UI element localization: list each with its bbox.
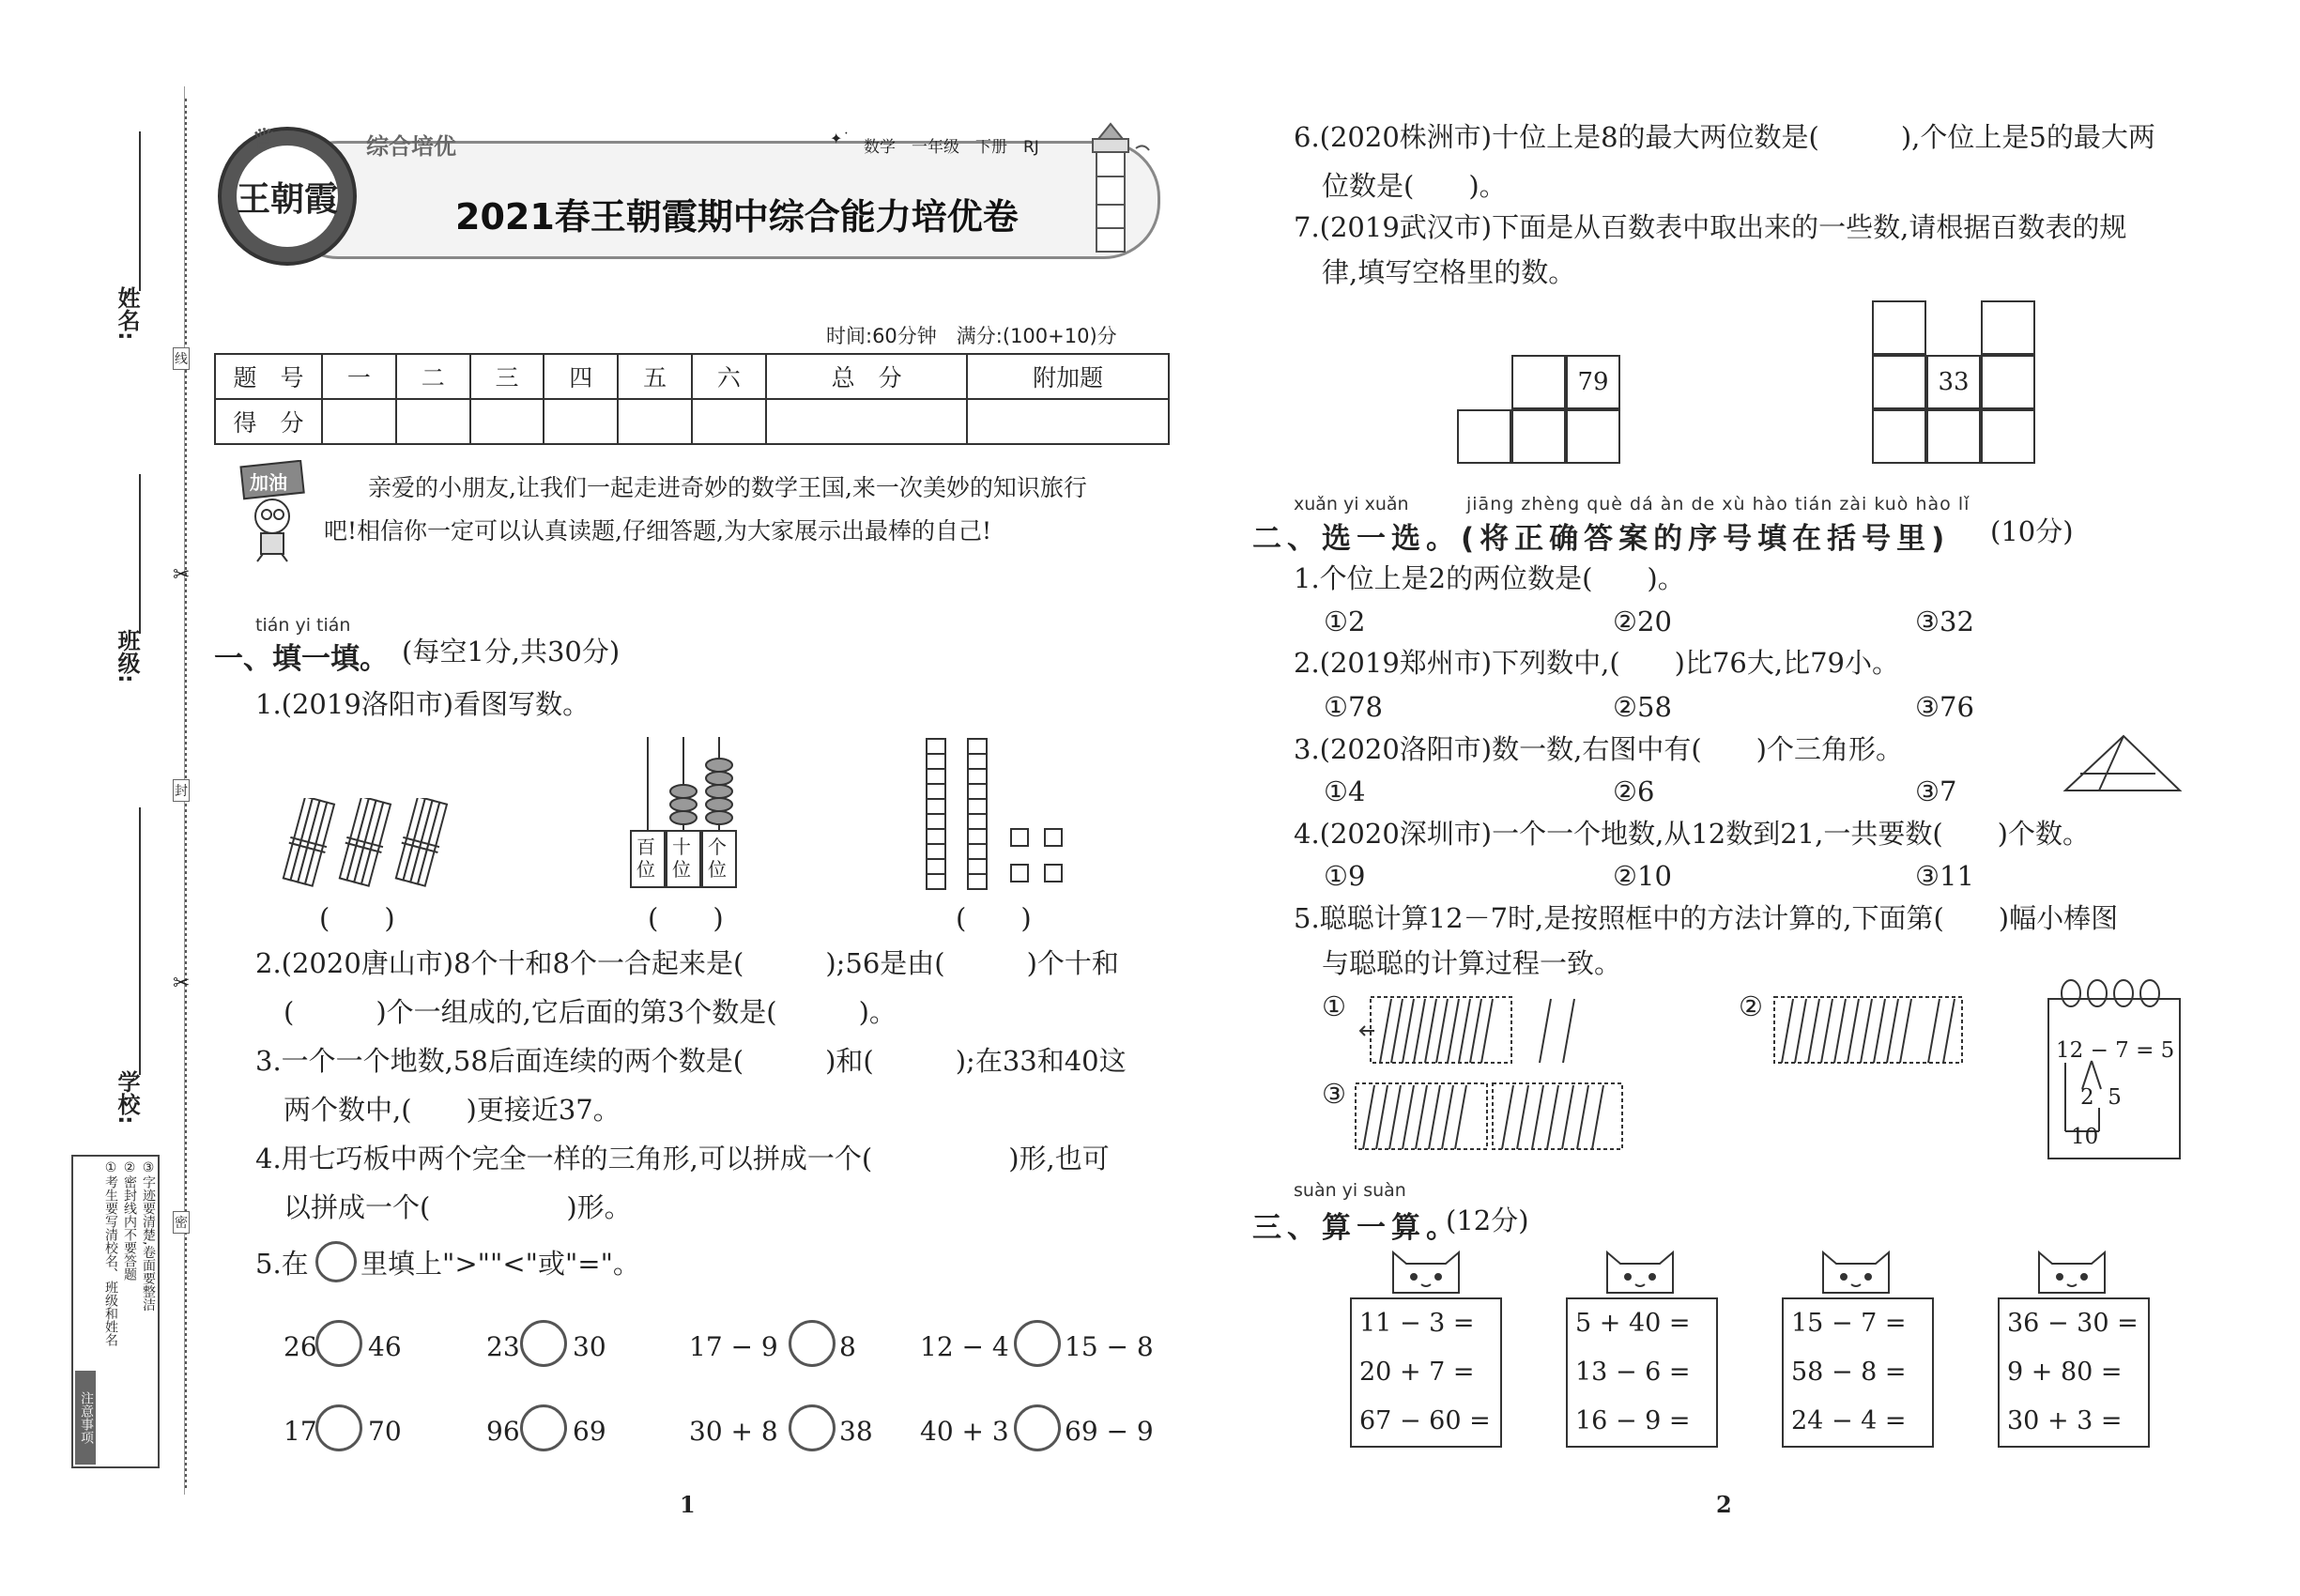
cat-icon <box>2030 1241 2114 1297</box>
score-cell[interactable] <box>692 399 766 444</box>
option[interactable]: ①2 <box>1324 606 1366 637</box>
answer-blank[interactable]: ( ) <box>648 902 724 934</box>
calc-problem[interactable]: 24 − 4 = <box>1791 1406 1907 1435</box>
calc-problem[interactable]: 5 + 40 = <box>1575 1309 1691 1338</box>
compare-circle[interactable] <box>1014 1320 1061 1367</box>
grid-cell-value: 33 <box>1926 355 1981 409</box>
section-1-pinyin: tián yi tián <box>255 615 351 636</box>
section-1-score: (每空1分,共30分) <box>402 636 621 668</box>
option[interactable]: ②58 <box>1613 691 1672 723</box>
abacus-label-ones: 个位 <box>708 836 727 881</box>
notebook-split: 2 5 <box>2080 1085 2122 1110</box>
compare-left: 96 <box>486 1416 520 1447</box>
score-header: 二 <box>396 354 470 399</box>
cut-mark-line: 线 <box>173 347 190 370</box>
compare-left: 23 <box>486 1331 520 1362</box>
score-header: 总 分 <box>766 354 968 399</box>
question-1-5-suffix: 里填上">""<"或"="。 <box>360 1248 640 1280</box>
score-header: 题 号 <box>215 354 322 399</box>
score-header: 五 <box>618 354 692 399</box>
calc-problem[interactable]: 15 − 7 = <box>1791 1309 1907 1338</box>
notebook-figure <box>2045 976 2185 1164</box>
compare-left: 40 + 3 <box>920 1416 1009 1447</box>
cat-icon <box>1598 1241 1682 1297</box>
compare-left: 17 − 9 <box>689 1331 778 1362</box>
scissors-icon: ✂ <box>173 972 191 995</box>
option[interactable]: ③76 <box>1915 691 1974 723</box>
grid-cell[interactable] <box>1981 409 2035 464</box>
score-cell[interactable] <box>618 399 692 444</box>
cut-mark-secret: 密 <box>173 1211 190 1234</box>
score-header: 四 <box>544 354 618 399</box>
calc-problem[interactable]: 67 − 60 = <box>1359 1406 1491 1435</box>
option-label[interactable]: ③ <box>1322 1078 1346 1110</box>
question-1-5-prefix: 5.在 <box>255 1248 309 1280</box>
grid-cell[interactable] <box>1981 300 2035 355</box>
compare-left: 30 + 8 <box>689 1416 778 1447</box>
grid-cell[interactable] <box>1872 300 1926 355</box>
answer-blank[interactable]: ( ) <box>319 902 395 934</box>
page-number-left: 1 <box>680 1491 696 1518</box>
compare-right: 38 <box>839 1416 873 1447</box>
name-field[interactable] <box>139 131 141 291</box>
page-number-right: 2 <box>1716 1491 1732 1518</box>
exam-title: 2021春王朝霞期中综合能力培优卷 <box>455 196 1019 238</box>
compare-left: 12 − 4 <box>920 1331 1009 1362</box>
stick-figure-option-2 <box>1771 993 1986 1068</box>
compare-circle[interactable] <box>520 1404 567 1451</box>
time-info: 时间:60分钟 满分:(100+10)分 <box>826 325 1117 347</box>
stick-figure-option-1 <box>1352 993 1587 1068</box>
score-header: 六 <box>692 354 766 399</box>
grid-cell[interactable] <box>1872 355 1926 409</box>
option[interactable]: ①9 <box>1324 860 1366 892</box>
score-table <box>214 353 1170 445</box>
compare-right: 30 <box>573 1331 606 1362</box>
question-1-1: 1.(2019洛阳市)看图写数。 <box>255 688 590 720</box>
class-label: 班级: <box>114 629 140 683</box>
section-3-score: (12分) <box>1446 1205 1529 1236</box>
notice-box <box>71 1155 160 1468</box>
section-3-pinyin: suàn yi suàn <box>1294 1180 1406 1201</box>
notice-item: ①考生要写清校名、班级和姓名 <box>103 1160 118 1346</box>
calc-card <box>1998 1297 2150 1448</box>
compare-right: 69 − 9 <box>1065 1416 1154 1447</box>
notebook-ten: 10 <box>2071 1125 2099 1149</box>
question-1-4-line1: 4.用七巧板中两个完全一样的三角形,可以拼成一个( )形,也可 <box>255 1143 1110 1174</box>
grid-cell[interactable] <box>1457 409 1511 464</box>
cat-icon <box>1384 1241 1468 1297</box>
option[interactable]: ③32 <box>1915 606 1974 637</box>
score-header: 一 <box>322 354 396 399</box>
score-cell[interactable] <box>766 399 968 444</box>
question-1-6-line1: 6.(2020株洲市)十位上是8的最大两位数是( ),个位上是5的最大两 <box>1294 121 2155 153</box>
place-value-blocks-image <box>925 737 1084 892</box>
question-1-3-line1: 3.一个一个地数,58后面连续的两个数是( )和( );在33和40这 <box>255 1045 1127 1077</box>
question-1-7-line2: 律,填写空格里的数。 <box>1322 256 1576 288</box>
section-2-pinyin-sub: jiāng zhèng què dá àn de xù hào tián zài kuò hào lǐ <box>1466 494 1970 514</box>
section-3-title: 三、算一算。 <box>1252 1211 1461 1245</box>
option[interactable]: ②6 <box>1613 775 1655 807</box>
question-2-3: 3.(2020洛阳市)数一数,右图中有( )个三角形。 <box>1294 733 1903 765</box>
option[interactable]: ②10 <box>1613 860 1672 892</box>
scissors-icon: ✂ <box>173 563 191 587</box>
question-2-2: 2.(2019郑州市)下列数中,( )比76大,比79小。 <box>1294 647 1899 679</box>
question-2-4: 4.(2020深圳市)一个一个地数,从12数到21,一共要数( )个数。 <box>1294 818 2090 850</box>
lighthouse-icon <box>1070 120 1155 261</box>
cut-mark-seal: 封 <box>173 779 190 802</box>
calc-problem[interactable]: 11 − 3 = <box>1359 1309 1475 1338</box>
question-1-3-line2: 两个数中,( )更接近37。 <box>284 1094 621 1126</box>
grid-cell[interactable] <box>1511 355 1566 409</box>
calc-problem[interactable]: 16 − 9 = <box>1575 1406 1691 1435</box>
option[interactable]: ②20 <box>1613 606 1672 637</box>
score-header: 附加题 <box>967 354 1169 399</box>
calc-card <box>1566 1297 1718 1448</box>
option[interactable]: ③7 <box>1915 775 1957 807</box>
stick-bundles-image <box>274 798 462 892</box>
option-label[interactable]: ① <box>1322 990 1346 1022</box>
logo-text: 王朝霞 <box>237 146 338 247</box>
calc-card <box>1782 1297 1934 1448</box>
score-cell[interactable] <box>544 399 618 444</box>
question-1-2-line1: 2.(2020唐山市)8个十和8个一合起来是( );56是由( )个十和 <box>255 947 1119 979</box>
calc-problem[interactable]: 30 + 3 = <box>2007 1406 2123 1435</box>
calc-problem[interactable]: 58 − 8 = <box>1791 1358 1907 1387</box>
compare-left: 26 <box>284 1331 317 1362</box>
compare-circle[interactable] <box>789 1404 836 1451</box>
calc-problem[interactable]: 9 + 80 = <box>2007 1358 2123 1387</box>
compare-circle-icon <box>315 1241 357 1282</box>
question-1-4-line2: 以拼成一个( )形。 <box>284 1191 632 1223</box>
grid-cell[interactable] <box>1926 409 1981 464</box>
question-2-5-line1: 5.聪聪计算12－7时,是按照框中的方法计算的,下面第( )幅小棒图 <box>1294 902 2119 934</box>
option[interactable]: ①4 <box>1324 775 1366 807</box>
mascot-badge-text: 加油 <box>250 471 287 494</box>
calc-card <box>1350 1297 1502 1448</box>
option[interactable]: ③11 <box>1915 860 1974 892</box>
compare-circle[interactable] <box>520 1320 567 1367</box>
score-cell[interactable] <box>322 399 396 444</box>
stars-icon: ✦˙ <box>830 130 851 147</box>
meta-label: 数学 一年级 下册 RJ <box>864 138 1039 157</box>
calc-problem[interactable]: 36 − 30 = <box>2007 1309 2139 1338</box>
name-label: 姓名: <box>114 286 140 341</box>
compare-left: 17 <box>284 1416 317 1447</box>
question-1-6-line2: 位数是( )。 <box>1322 170 1507 202</box>
notice-item: ②密封线内不要答题 <box>122 1160 137 1281</box>
score-cell[interactable] <box>470 399 544 444</box>
logo-crown-icon: ♛ <box>252 123 277 156</box>
grid-cell[interactable] <box>1981 355 2035 409</box>
compare-right: 70 <box>368 1416 402 1447</box>
question-2-1: 1.个位上是2的两位数是( )。 <box>1294 562 1685 594</box>
question-1-7-line1: 7.(2019武汉市)下面是从百数表中取出来的一些数,请根据百数表的规 <box>1294 211 2127 243</box>
abacus-label-tens: 十位 <box>672 836 691 881</box>
calc-problem[interactable]: 20 + 7 = <box>1359 1358 1475 1387</box>
section-1-title: 一、填一填。 <box>214 642 389 676</box>
score-row-label: 得 分 <box>215 399 322 444</box>
intro-text-line1: 亲爱的小朋友,让我们一起走进奇妙的数学王国,来一次美妙的知识旅行 <box>368 474 1087 501</box>
school-label: 学校: <box>114 1070 140 1125</box>
logo-badge <box>218 123 357 266</box>
compare-circle[interactable] <box>789 1320 836 1367</box>
compare-circle[interactable] <box>1014 1404 1061 1451</box>
school-field[interactable] <box>139 807 141 1075</box>
calc-problem[interactable]: 13 − 6 = <box>1575 1358 1691 1387</box>
class-field[interactable] <box>139 474 141 634</box>
question-2-5-line2: 与聪聪的计算过程一致。 <box>1322 947 1622 979</box>
compare-right: 46 <box>368 1331 402 1362</box>
notebook-equation: 12 − 7 = 5 <box>2056 1038 2175 1063</box>
section-2-title: 二、选一选。(将正确答案的序号填在括号里) <box>1252 522 1951 556</box>
triangle-figure <box>2062 732 2184 794</box>
answer-blank[interactable]: ( ) <box>956 902 1032 934</box>
option-label[interactable]: ② <box>1739 990 1763 1022</box>
score-header: 三 <box>470 354 544 399</box>
grid-cell[interactable] <box>1872 409 1926 464</box>
notice-title: 注意事项 <box>75 1371 96 1465</box>
grid-cell[interactable] <box>1566 409 1620 464</box>
score-cell[interactable] <box>396 399 470 444</box>
intro-text-line2: 吧!相信你一定可以认真读题,仔细答题,为大家展示出最棒的自己! <box>324 517 991 545</box>
compare-circle[interactable] <box>315 1320 362 1367</box>
cat-icon <box>1814 1241 1898 1297</box>
section-2-score: (10分) <box>1990 515 2074 547</box>
notice-item: ③字迹要清楚,卷面要整洁 <box>141 1160 156 1312</box>
grid-cell[interactable] <box>1511 409 1566 464</box>
section-2-pinyin: xuǎn yi xuǎn <box>1294 494 1409 514</box>
compare-right: 8 <box>839 1331 856 1362</box>
compare-circle[interactable] <box>315 1404 362 1451</box>
question-1-2-line2: ( )个一组成的,它后面的第3个数是( )。 <box>284 996 897 1028</box>
tag-label: 综合培优 <box>366 133 456 160</box>
abacus-label-hundreds: 百位 <box>636 836 655 881</box>
stick-figure-option-3 <box>1352 1080 1633 1155</box>
compare-right: 69 <box>573 1416 606 1447</box>
compare-right: 15 − 8 <box>1065 1331 1154 1362</box>
score-cell[interactable] <box>967 399 1169 444</box>
grid-cell-value: 79 <box>1566 355 1620 409</box>
option[interactable]: ①78 <box>1324 691 1383 723</box>
